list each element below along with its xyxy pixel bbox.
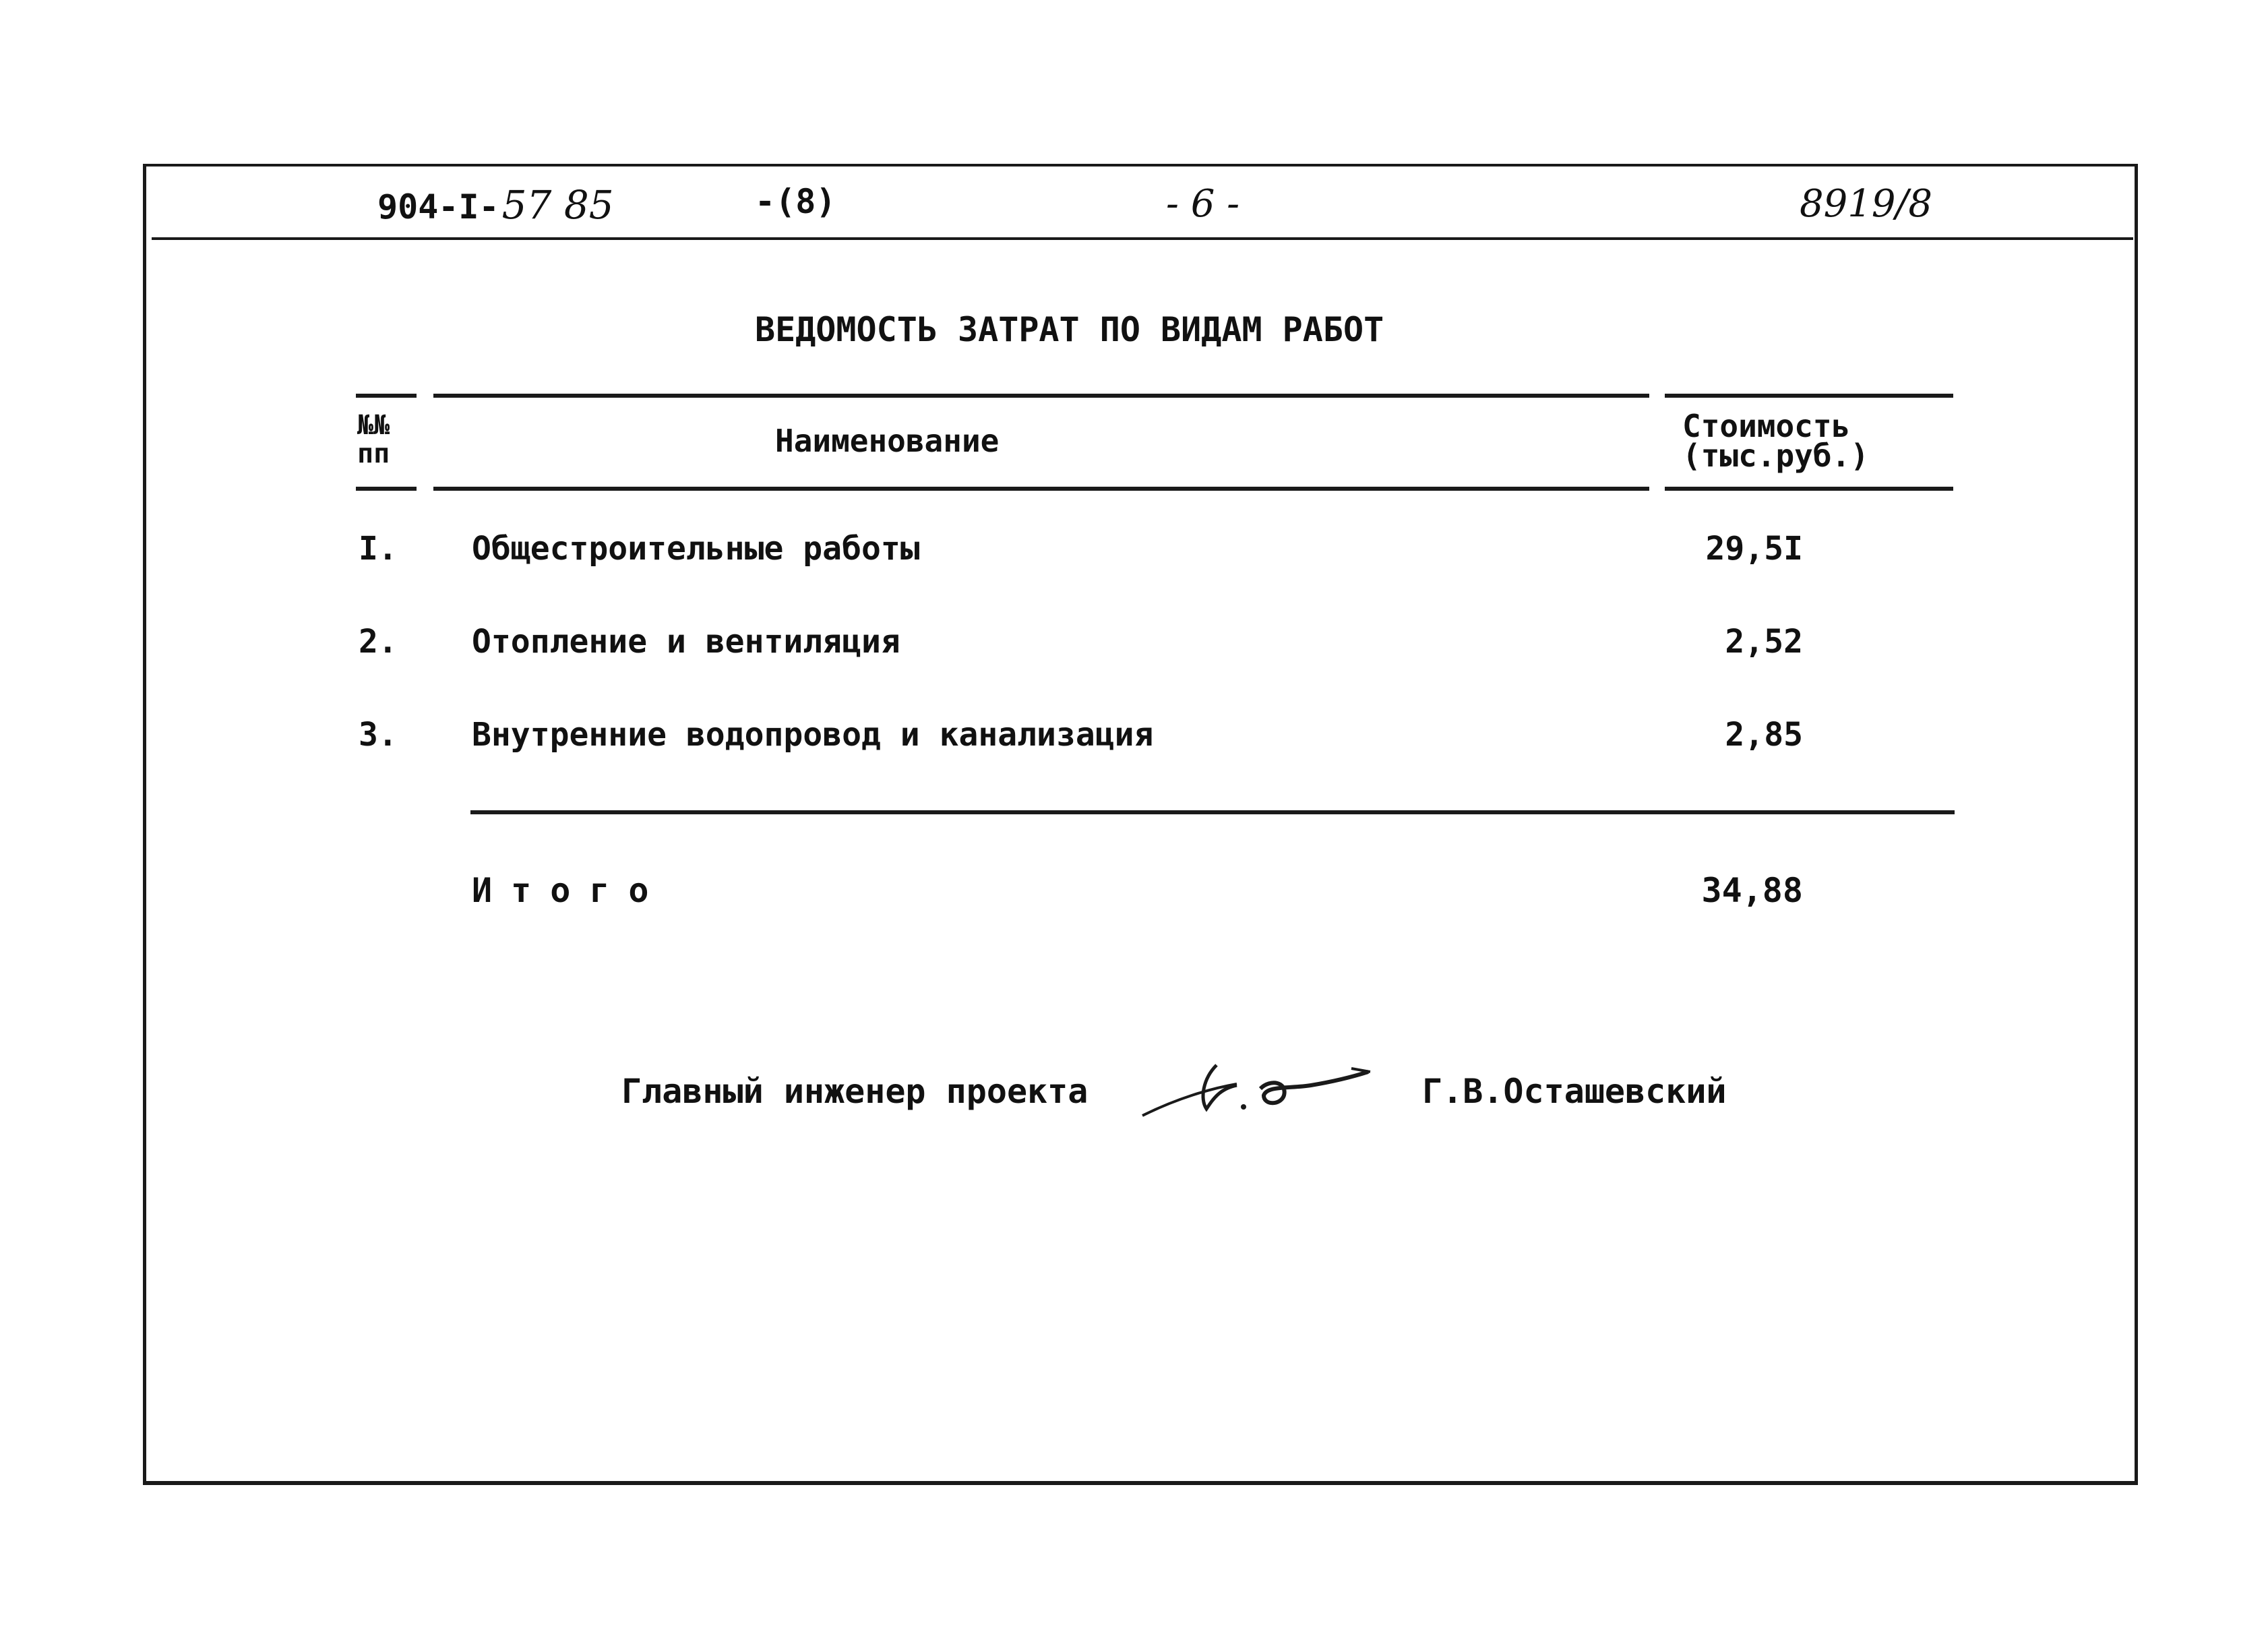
row-cost: 2,52 — [1725, 623, 1803, 661]
column-header-name: Наименование — [775, 423, 1000, 459]
signatory-role: Главный инженер проекта — [621, 1072, 1089, 1111]
document-code-handwritten: 57 85 — [501, 182, 614, 228]
column-header-number-line2: пп — [357, 438, 390, 469]
column-header-number-line1: №№ — [357, 410, 390, 441]
row-number: 3. — [359, 716, 398, 754]
row-number: I. — [359, 530, 398, 568]
column-header-cost-line2: (тыс.руб.) — [1682, 437, 1869, 474]
row-name: Отопление и вентиляция — [472, 623, 900, 661]
document-title: ВЕДОМОСТЬ ЗАТРАТ ПО ВИДАМ РАБОТ — [755, 310, 1384, 349]
table-row — [0, 530, 2268, 577]
row-cost: 29,5I — [1705, 530, 1803, 568]
table-header-rule-num — [356, 487, 417, 491]
handwritten-signature — [1136, 1052, 1378, 1126]
document-code — [377, 182, 614, 228]
row-name: Общестроительные работы — [472, 530, 920, 568]
table-header-rule-cost — [1665, 487, 1953, 491]
table-row — [0, 623, 2268, 670]
column-header-number — [357, 411, 390, 468]
total-value: 34,88 — [1701, 871, 1803, 910]
table-top-rule-num — [356, 394, 417, 398]
total-rule — [470, 810, 1955, 814]
column-header-cost-line1: Стоимость — [1682, 408, 1851, 444]
inventory-number: 8919/8 — [1800, 182, 1933, 226]
table-top-rule-cost — [1665, 394, 1953, 398]
column-header-cost — [1682, 408, 1869, 474]
page-frame — [143, 164, 2138, 1485]
page-number: - 6 - — [1166, 182, 1240, 226]
sheet-number: -(8) — [755, 182, 836, 221]
row-cost: 2,85 — [1725, 716, 1803, 754]
signatory-name: Г.В.Осташевский — [1422, 1072, 1727, 1111]
total-label: Итого — [472, 871, 668, 910]
row-name: Внутренние водопровод и канализация — [472, 716, 1154, 754]
table-row — [0, 716, 2268, 763]
table-header-rule-name — [433, 487, 1649, 491]
header-rule — [152, 237, 2133, 240]
document-code-typed: 904-I- — [377, 187, 499, 226]
row-number: 2. — [359, 623, 398, 661]
table-top-rule-name — [433, 394, 1649, 398]
